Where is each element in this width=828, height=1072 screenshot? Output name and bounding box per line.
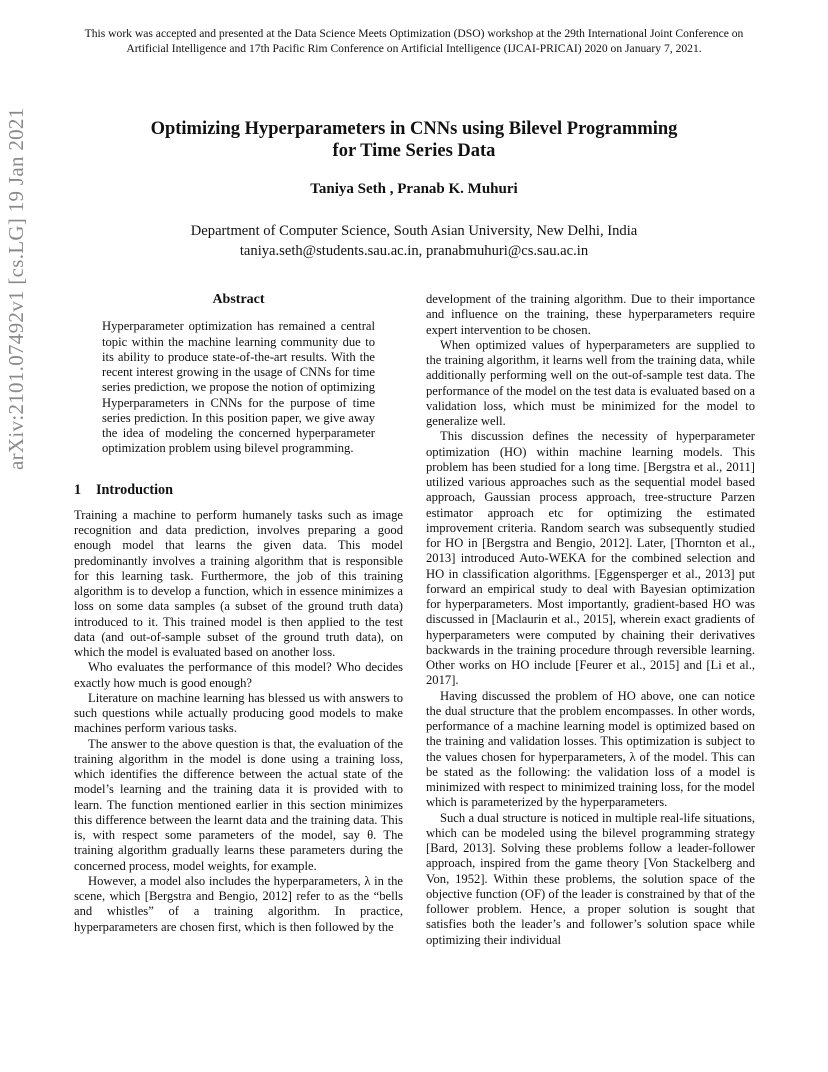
affiliation: Department of Computer Science, South Asian University, New Delhi, India (190, 223, 638, 239)
paragraph: However, a model also includes the hyperparameters, λ in the scene, which [Bergstra and Bengio, 2012] refer to as the “bells and whistles” of a training algorithm. In practice, hyperparameters are chosen first, which is then followed by the (74, 873, 403, 934)
title-line-1: Optimizing Hyperparameters in CNNs using Bilevel Programming (150, 119, 678, 139)
conference-note: This work was accepted and presented at the Data Science Meets Optimization (DSO) workshop at the 29th International Joint Conference on Artificial Intelligence and 17th Pacific Rim Conference on Artificial Intelligence (IJCAI-PRICAI) 2020 on January 7, 2021. (84, 27, 744, 55)
paragraph: Having discussed the problem of HO above, one can notice the dual structure that the problem encompasses. In other words, performance of a machine learning model is optimized based on the training and validation losses. This optimization is subject to the values chosen for hyperparameters, λ of the model. This can be stated as the following: the validation loss of a model is minimized with respect to minimized training loss, for the model which is parameterized by the hyperparameters. (426, 688, 755, 810)
paragraph: The answer to the above question is that, the evaluation of the training algorithm in the model is done using a training loss, which identifies the difference between the actual state of the model’s learning and the training data it is provided with to learn. The function mentioned earlier in this section minimizes this difference between the learnt data and the training data. This is, with respect some parameters of the model, say θ. The training algorithm gradually learns these parameters during the concerned process, model weights, for example. (74, 736, 403, 873)
author-list: Taniya Seth , Pranab K. Muhuri (310, 181, 518, 197)
paragraph: development of the training algorithm. Due to their importance and influence on the training, these hyperparameters require expert intervention to be chosen. (426, 292, 755, 337)
title-line-2: for Time Series Data (332, 141, 496, 161)
abstract-heading: Abstract (212, 292, 265, 307)
right-column (426, 292, 755, 948)
paragraph: Literature on machine learning has blessed us with answers to such questions while actually producing good models to make machines perform various tasks. (74, 690, 403, 736)
paragraph: This discussion defines the necessity of hyperparameter optimization (HO) within machine learning models. This problem has been studied for a long time. [Bergstra et al., 2011] utilized various approaches such as the sequential model based approach, Gaussian process approach, tree-structure Parzen estimator approach etc for optimizing the estimated improvement criteria. Random search was subsequently studied for HO in [Bergstra and Bengio, 2012]. Later, [Thornton et al., 2013] introduced Auto-WEKA for the combined selection and HO in classification algorithms. [Eggensperger et al., 2013] put forward an empirical study to deal with Bayesian optimization for hyperparameters. Most importantly, gradient-based HO was discussed in [Maclaurin et al., 2015], wherein exact gradients of hyperparameters were computed by chaining their derivatives backwards in the training procedure through reversible learning. Other works on HO include [Feurer et al., 2015] and [Li et al., 2017]. (426, 429, 755, 688)
paragraph: When optimized values of hyperparameters are supplied to the training algorithm, it learns well from the training data, while additionally performing well on the out-of-sample test data. The performance of the model on the test data is evaluated based on a validation loss, which must be minimized for the model to generalize well. (426, 337, 755, 428)
left-column (74, 292, 403, 935)
paragraph: Training a machine to perform humanely tasks such as image recognition and data prediction, involves preparing a good enough model that learns the given data. This model predominantly involves a training algorithm that is responsible for this learning task. Furthermore, the job of this training algorithm is to develop a function, which in essence minimizes a loss on some data samples (a subset of the ground truth data) introduced to it. This trained model is then applied to the test data (and out-of-sample subset of the ground truth data), on which the model is evaluated based on another loss. (74, 507, 403, 659)
paper-title (70, 118, 758, 162)
author-emails: taniya.seth@students.sau.ac.in, pranabmuhuri@cs.sau.ac.in (239, 243, 589, 259)
section-heading (74, 483, 403, 498)
section-number: 1 (74, 481, 82, 498)
arxiv-identifier: arXiv:2101.07492v1 [cs.LG] 19 Jan 2021 (4, 107, 28, 470)
paragraph: Who evaluates the performance of this model? Who decides exactly how much is good enough? (74, 660, 403, 690)
paragraph: Such a dual structure is noticed in multiple real-life situations, which can be modeled using the bilevel programming strategy [Bard, 2013]. Solving these problems follow a leader-follower approach, inspired from the game theory [Von Stackelberg and Von, 1952]. Within these problems, the solution space of the objective function (OF) of the leader is constrained by that of the follower problem. Hence, a proper solution is sought that satisfies both the leader’s and follower’s solution space while optimizing their individual (426, 810, 755, 947)
section-title: Introduction (96, 481, 173, 498)
abstract-body (102, 319, 375, 456)
abstract-text: Hyperparameter optimization has remained a central topic within the machine learning community due to its ability to produce state-of-the-art results. With the recent interest growing in the usage of CNNs for time series prediction, we propose the notion of optimizing Hyperparameters in CNNs for the purpose of time series prediction. In this position paper, we give away the idea of modeling the concerned hyperparameter optimization problem using bilevel programming. (102, 319, 375, 456)
affiliation-block (70, 221, 758, 261)
